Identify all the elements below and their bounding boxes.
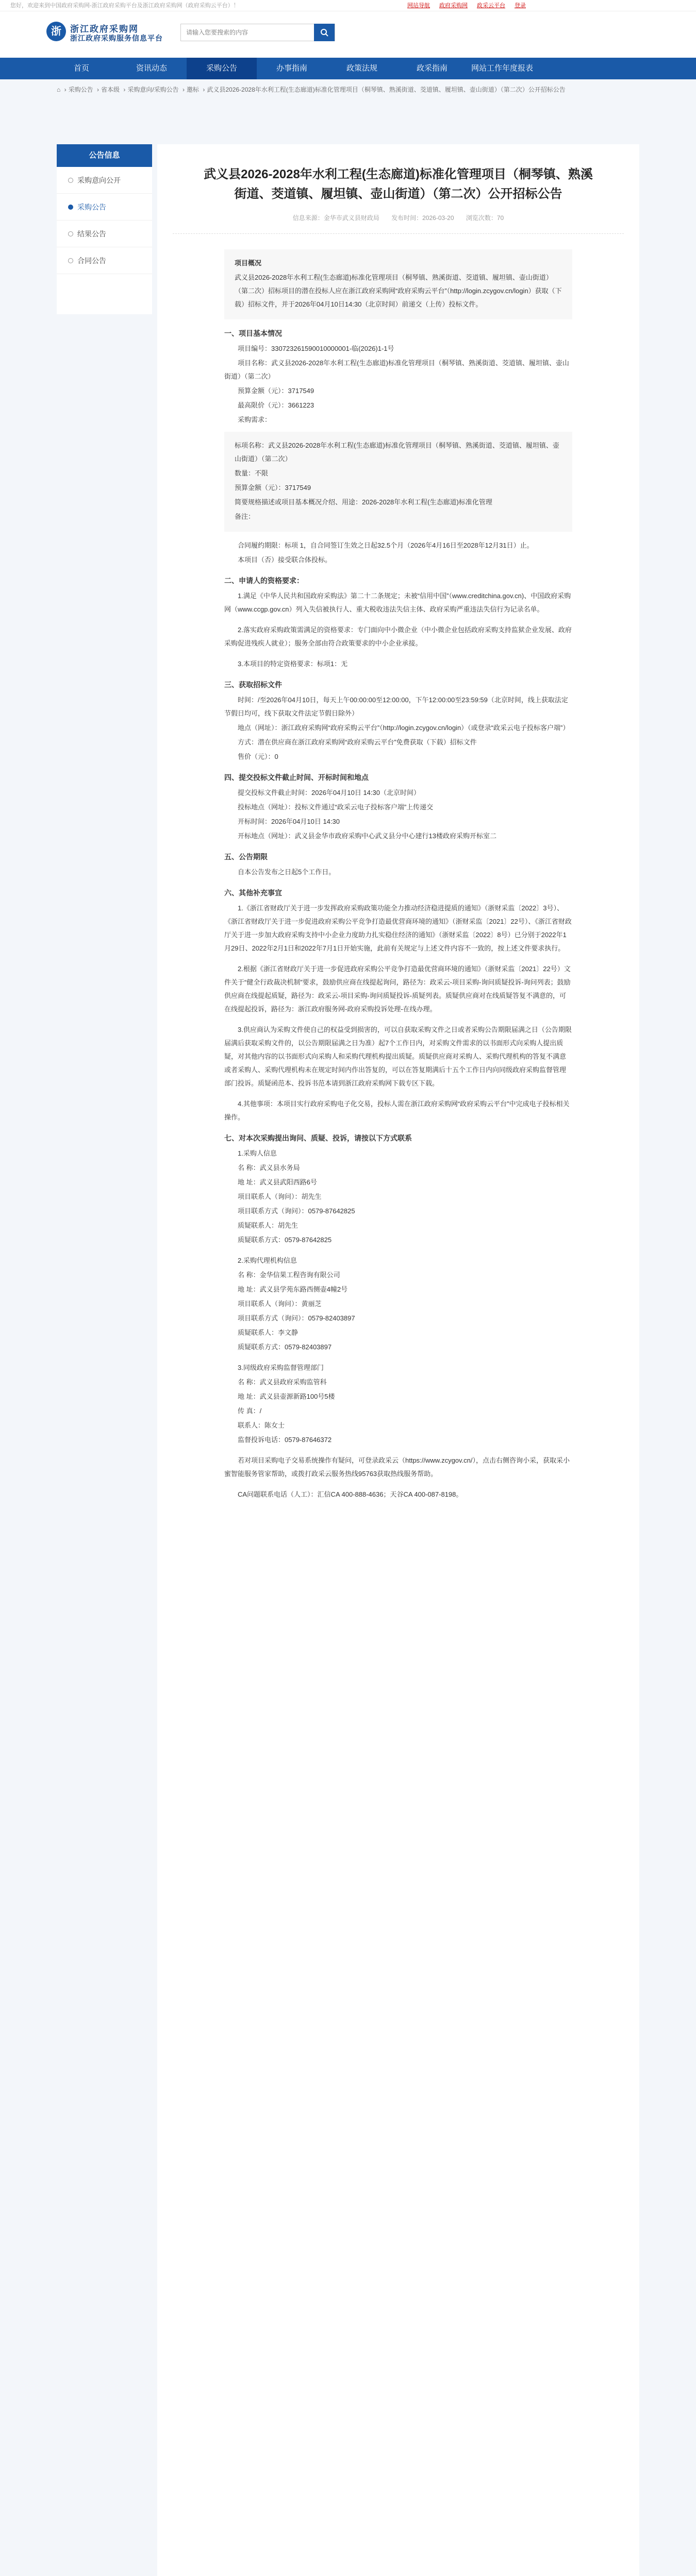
paragraph: 最高限价（元）：3661223 (238, 401, 314, 409)
welcome-text: 您好，欢迎来到中国政府采购网-浙江政府采购平台及浙江政府采购网（政府采购云平台）！ (10, 3, 239, 9)
paragraph: 3.供应商认为采购文件使自己的权益受到损害的，可以自获取采购文件之日或者采购公告期限届满之日（公告期限届满后获取采购文件的，以公告期限届满之日为准）起7个工作日内，对采购文件需求的以书面形式向采购人提出质疑，对其他内容的以书面形式向采购人和采购代理机构提出质疑。质疑供应商对采购人、采购代理机构的答复不满意或者采购人、采购代理机构未在规定时间内作出答复的，可以在答复期满后十五个工作日内向同级政府采购监督管理部门投诉。质疑函范本、投诉书范本请到浙江政府采购网下载专区下载。 (224, 1026, 572, 1087)
nav-home[interactable]: 首页 (73, 64, 89, 73)
contact-line: 项目联系人（询问）：胡先生 (238, 1193, 322, 1200)
article-title: 武义县2026-2028年水利工程(生态廊道)标准化管理项目（桐琴镇、熟溪街道、茭道镇、履坦镇、壶山街道）（第二次）公开招标公告 (204, 167, 593, 201)
section-heading: 四、提交投标文件截止时间、开标时间和地点 (224, 773, 369, 782)
contact-line: 名 称：武义县政府采购监管科 (238, 1378, 327, 1386)
nav-guide[interactable]: 办事指南 (276, 64, 307, 73)
contact-heading: 2.采购代理机构信息 (238, 1257, 297, 1264)
demand-box (224, 432, 572, 532)
contact-line: 质疑联系人：李文静 (238, 1329, 299, 1336)
contact-block (224, 1254, 572, 1354)
paragraph: 预算金额（元）：3717549 (238, 387, 314, 395)
paragraph: 开标时间：2026年04月10日 14:30 (238, 818, 340, 825)
contact-line: 质疑联系方式：0579-82403897 (238, 1343, 332, 1351)
section-heading: 二、申请人的资格要求： (224, 577, 304, 585)
top-link-sitemap[interactable]: 网站导航 (407, 3, 430, 9)
contact-block (224, 1361, 572, 1447)
search-icon (320, 28, 328, 37)
overview-text: 武义县2026-2028年水利工程(生态廊道)标准化管理项目（桐琴镇、熟溪街道、茭道镇、履坦镇、壶山街道）（第二次）招标项目的潜在投标人应在浙江政府采购网“政府采购云平台”（http://login.zcygov.cn/login）获取（下载）招标文件，并于2026年04月10日14:30（北京时间）前递交（上传）投标文件。 (235, 274, 562, 308)
top-links (407, 0, 696, 11)
paragraph: 时间：/至2026年04月10日，每天上午00:00:00至12:00:00，下午12:00:00至23:59:59（北京时间，线上获取法定节假日均可，线下获取文件法定节假日除外） (224, 696, 568, 717)
paragraph: 2.落实政府采购政策需满足的资格要求：专门面向中小微企业（中小微企业包括政府采购支持监狱企业发展、政府采购促进残疾人就业）；服务全部由符合政策要求的中小企业承接。 (224, 626, 572, 647)
paragraph: 备注： (235, 513, 255, 520)
article-date: 发布时间：2026-03-20 (391, 214, 454, 222)
top-link-login[interactable]: 登录 (515, 3, 526, 9)
sidebar-item-announcement[interactable]: 采购公告 (57, 194, 152, 221)
contact-line: 项目联系方式（询问）：0579-82403897 (238, 1314, 355, 1322)
overview-box (224, 249, 572, 319)
nav-announcements[interactable]: 采购公告 (187, 58, 257, 79)
paragraph: 提交投标文件截止时间：2026年04月10日 14:30（北京时间） (238, 789, 420, 796)
sidebar-item-result[interactable]: 结果公告 (57, 221, 152, 247)
sidebar-title: 公告信息 (57, 144, 152, 167)
section-heading: 五、公告期限 (224, 853, 268, 861)
paragraph: 合同履约期限：标项 1，自合同签订生效之日起32.5个月（2026年4月16日至2028年12月31日）止。 (238, 541, 534, 549)
paragraph: 地点（网址）：浙江政府采购网“政府采购云平台”（http://login.zcygov.cn/login）（或登录“政采云电子投标客户端”） (238, 724, 570, 732)
paragraph: 简要规格描述或项目基本概况介绍、用途：2026-2028年水利工程(生态廊道)标准化管理 (235, 498, 492, 506)
article-views: 浏览次数：70 (466, 214, 504, 222)
paragraph: 本项目（否）接受联合体投标。 (238, 556, 332, 564)
paragraph: 2.根据《浙江省财政厅关于进一步促进政府采购公平竞争打造最优营商环境的通知》（浙财采监〔2021〕22号）文件关于“健全行政裁决机制”要求，鼓励供应商在线提起询问，路径为：政采云-项目采购-询问质疑投诉-询问列表；鼓励供应商在线提起质疑，路径为：政采云-项目采购-询问质疑投诉-质疑列表。质疑供应商对在线质疑答复不满意的，可在线提起投诉，路径为：浙江政府服务网-政府采购投诉处理-在线办理。 (224, 965, 571, 1013)
search-button[interactable] (314, 24, 335, 41)
paragraph: 采购需求： (238, 416, 272, 423)
breadcrumb-item[interactable]: 采购意向/采购公告 (127, 86, 179, 93)
paragraph: 数量：不限 (235, 469, 269, 477)
paragraph: 售价（元）：0 (238, 753, 278, 760)
article (157, 144, 639, 2576)
paragraph: 1.满足《中华人民共和国政府采购法》第二十二条规定；未被“信用中国”（www.creditchina.gov.cn)、中国政府采购网（www.ccgp.gov.cn）列入失信被执行人、重大税收违法失信主体、政府采购严重违法失信行为记录名单。 (224, 592, 571, 613)
contact-line: 联系人：陈女士 (238, 1421, 285, 1429)
logo-subtitle: 浙江政府采购服务信息平台 (70, 34, 163, 42)
contact-line: 监督投诉电话：0579-87646372 (238, 1436, 332, 1444)
search-box (180, 24, 335, 41)
overview-title: 项目概况 (235, 259, 262, 267)
contact-line: 质疑联系方式：0579-87642825 (238, 1236, 332, 1244)
sidebar (57, 144, 152, 314)
breadcrumb-current: 武义县2026-2028年水利工程(生态廊道)标准化管理项目（桐琴镇、熟溪街道、茭道镇、履坦镇、壶山街道）（第二次）公开招标公告 (207, 86, 566, 93)
nav-annual-report[interactable]: 网站工作年度报表 (471, 64, 533, 73)
main-area (57, 144, 639, 2576)
site-header (0, 11, 696, 58)
breadcrumb-item[interactable]: 采购公告 (68, 86, 93, 93)
contact-line: 项目联系方式（询问）：0579-87642825 (238, 1207, 355, 1215)
section-heading: 三、获取招标文件 (224, 681, 282, 689)
breadcrumb: ⌂ › 采购公告 › 省本级 › 采购意向/采购公告 › 邀标 › 武义县2026-2028年水利工程(生态廊道)标准化管理项目（桐琴镇、熟溪街道、茭道镇、履坦镇、壶山街道）（第二次）公开招标公告 (57, 86, 566, 93)
contact-heading: 3.同级政府采购监督管理部门 (238, 1364, 324, 1371)
paragraph: 项目名称：武义县2026-2028年水利工程(生态廊道)标准化管理项目（桐琴镇、熟溪街道、茭道镇、履坦镇、壶山街道）（第二次） (224, 359, 569, 380)
contact-heading: 1.采购人信息 (238, 1149, 277, 1157)
section-heading: 六、其他补充事宜 (224, 889, 282, 897)
section-heading: 一、项目基本情况 (224, 329, 282, 337)
logo-emblem-icon: 浙 (46, 22, 66, 41)
article-meta (173, 213, 624, 222)
top-link-zcy-platform[interactable]: 政采云平台 (477, 3, 505, 9)
paragraph: 预算金额（元）：3717549 (235, 484, 311, 492)
section-heading: 七、对本次采购提出询问、质疑、投诉，请按以下方式联系 (224, 1134, 412, 1142)
paragraph: 方式：潜在供应商在浙江政府采购网“政府采购云平台”免费获取（下载）招标文件 (238, 738, 477, 746)
sidebar-item-contract[interactable]: 合同公告 (57, 247, 152, 274)
main-nav (0, 58, 696, 79)
paragraph: 1.《浙江省财政厅关于进一步发挥政府采购政策功能全力推动经济稳进提质的通知》（浙财采监〔2022〕3号）、《浙江省财政厅关于进一步促进政府采购公平竞争打造最优营商环境的通知》（浙财采监〔2021〕22号）、《浙江省财政厅关于进一步加大政府采购支持中小企业力度助力扎实稳住经济的通知》（浙财采监〔2022〕8号）已分别于2022年1月29日、2022年2月1日和2022年7月1日开始实施，此前有关规定与上述文件内容不一致的，按上述文件要求执行。 (224, 904, 572, 952)
logo-title: 浙江政府采购网 (70, 24, 139, 34)
nav-procurement-guide[interactable]: 政采指南 (416, 64, 448, 73)
nav-policy[interactable]: 政策法规 (346, 64, 377, 73)
paragraph: 若对项目采购电子交易系统操作有疑问，可登录政采云（https://www.zcygov.cn/），点击右侧咨询小采，获取采小蜜智能服务管家帮助，或拨打政采云服务热线95763获取热线服务帮助。 (224, 1456, 570, 1478)
top-notice-bar (0, 0, 696, 11)
contact-line: 项目联系人（询问）：黄丽芝 (238, 1300, 322, 1308)
contact-line: 地 址：武义县学苑东路西侧壶4幢2号 (238, 1285, 348, 1293)
article-source: 信息来源：金华市武义县财政局 (292, 214, 379, 222)
article-body (173, 249, 624, 1501)
contact-line: 地 址：武义县武阳西路6号 (238, 1178, 317, 1186)
contact-line: 名 称：金华信果工程咨询有限公司 (238, 1271, 340, 1279)
breadcrumb-item[interactable]: 邀标 (187, 86, 200, 93)
paragraph: 开标地点（网址）：武义县金华市政府采购中心武义县分中心建行13楼政府采购开标室二 (238, 832, 496, 840)
top-link-procurement-net[interactable]: 政府采购网 (439, 3, 468, 9)
paragraph: 项目编号：330723261590010000001-临(2026)1-1号 (238, 345, 394, 352)
divider (173, 233, 624, 234)
paragraph: 投标地点（网址）：投标文件通过“政采云电子投标客户端”上传递交 (238, 803, 434, 811)
breadcrumb-item[interactable]: 省本级 (101, 86, 120, 93)
paragraph: 自本公告发布之日起5个工作日。 (238, 868, 336, 876)
contact-line: 质疑联系人：胡先生 (238, 1222, 299, 1229)
paragraph: 3.本项目的特定资格要求：标项1：无 (238, 660, 348, 668)
contact-line: 地 址：武义县壶源新路100号5楼 (238, 1393, 335, 1400)
sidebar-item-intent[interactable]: 采购意向公开 (57, 167, 152, 194)
paragraph: 4.其他事项：本项目实行政府采购电子化交易，投标人需在浙江政府采购网“政府采购云平台”中完成电子投标相关操作。 (224, 1100, 570, 1121)
contact-line: 传 真：/ (238, 1407, 262, 1415)
search-input[interactable] (181, 24, 314, 41)
nav-news[interactable]: 资讯动态 (136, 64, 167, 73)
home-icon[interactable]: ⌂ (57, 86, 61, 93)
paragraph: CA问题联系电话（人工）：汇信CA 400-888-4636；天谷CA 400-087-8198。 (238, 1490, 463, 1498)
contact-block (224, 1147, 572, 1247)
site-logo[interactable] (46, 19, 163, 49)
paragraph: 标项名称：武义县2026-2028年水利工程(生态廊道)标准化管理项目（桐琴镇、熟溪街道、茭道镇、履坦镇、壶山街道）（第二次） (235, 442, 559, 463)
contact-line: 名 称：武义县水务局 (238, 1164, 300, 1172)
